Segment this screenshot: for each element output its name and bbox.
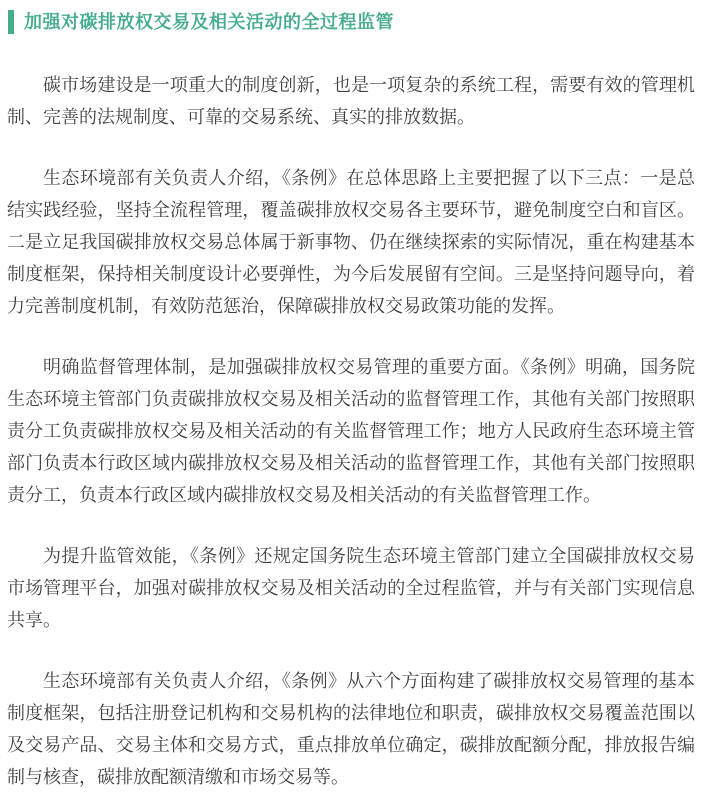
paragraph-intro: 碳市场建设是一项重大的制度创新，也是一项复杂的系统工程，需要有效的管理机制、完善的法规制度、可靠的交易系统、真实的排放数据。 [7, 75, 695, 127]
paragraph-supervision-system: 明确监督管理体制，是加强碳排放权交易管理的重要方面。《条例》明确，国务院生态环境主管部门负责碳排放权交易及相关活动的监督管理工作，其他有关部门按照职责分工负责碳排放权交易及相关活动的有关监督管理工作；地方人民政府生态环境主管部门负责本行政区域内碳排放权交易及相关活动的监督管理工作，其他有关部门按照职责分工，负责本行政区域内碳排放权交易及相关活动的有关监督管理工作。 [7, 357, 695, 505]
paragraph-management-platform: 为提升监管效能，《条例》还规定国务院生态环境主管部门建立全国碳排放权交易市场管理平台，加强对碳排放权交易及相关活动的全过程监管，并与有关部门实现信息共享。 [7, 546, 695, 630]
paragraph-six-aspects: 生态环境部有关负责人介绍，《条例》从六个方面构建了碳排放权交易管理的基本制度框架，包括注册登记机构和交易机构的法律地位和职责，碳排放权交易覆盖范围以及交易产品、交易主体和交易方式，重点排放单位确定，碳排放配额分配，排放报告编制与核查，碳排放配额清缴和市场交易等。 [7, 671, 695, 787]
article-body [7, 69, 695, 793]
article-title: 加强对碳排放权交易及相关活动的全过程监管 [24, 12, 394, 32]
title-accent-bar-icon [8, 10, 14, 34]
paragraph-overall-approach: 生态环境部有关负责人介绍，《条例》在总体思路上主要把握了以下三点：一是总结实践经验，坚持全流程管理，覆盖碳排放权交易各主要环节，避免制度空白和盲区。二是立足我国碳排放权交易总体属于新事物、仍在继续探索的实际情况，重在构建基本制度框架，保持相关制度设计必要弹性，为今后发展留有空间。三是坚持问题导向，着力完善制度机制，有效防范惩治，保障碳排放权交易政策功能的发挥。 [7, 168, 695, 316]
article-headline [8, 10, 695, 34]
